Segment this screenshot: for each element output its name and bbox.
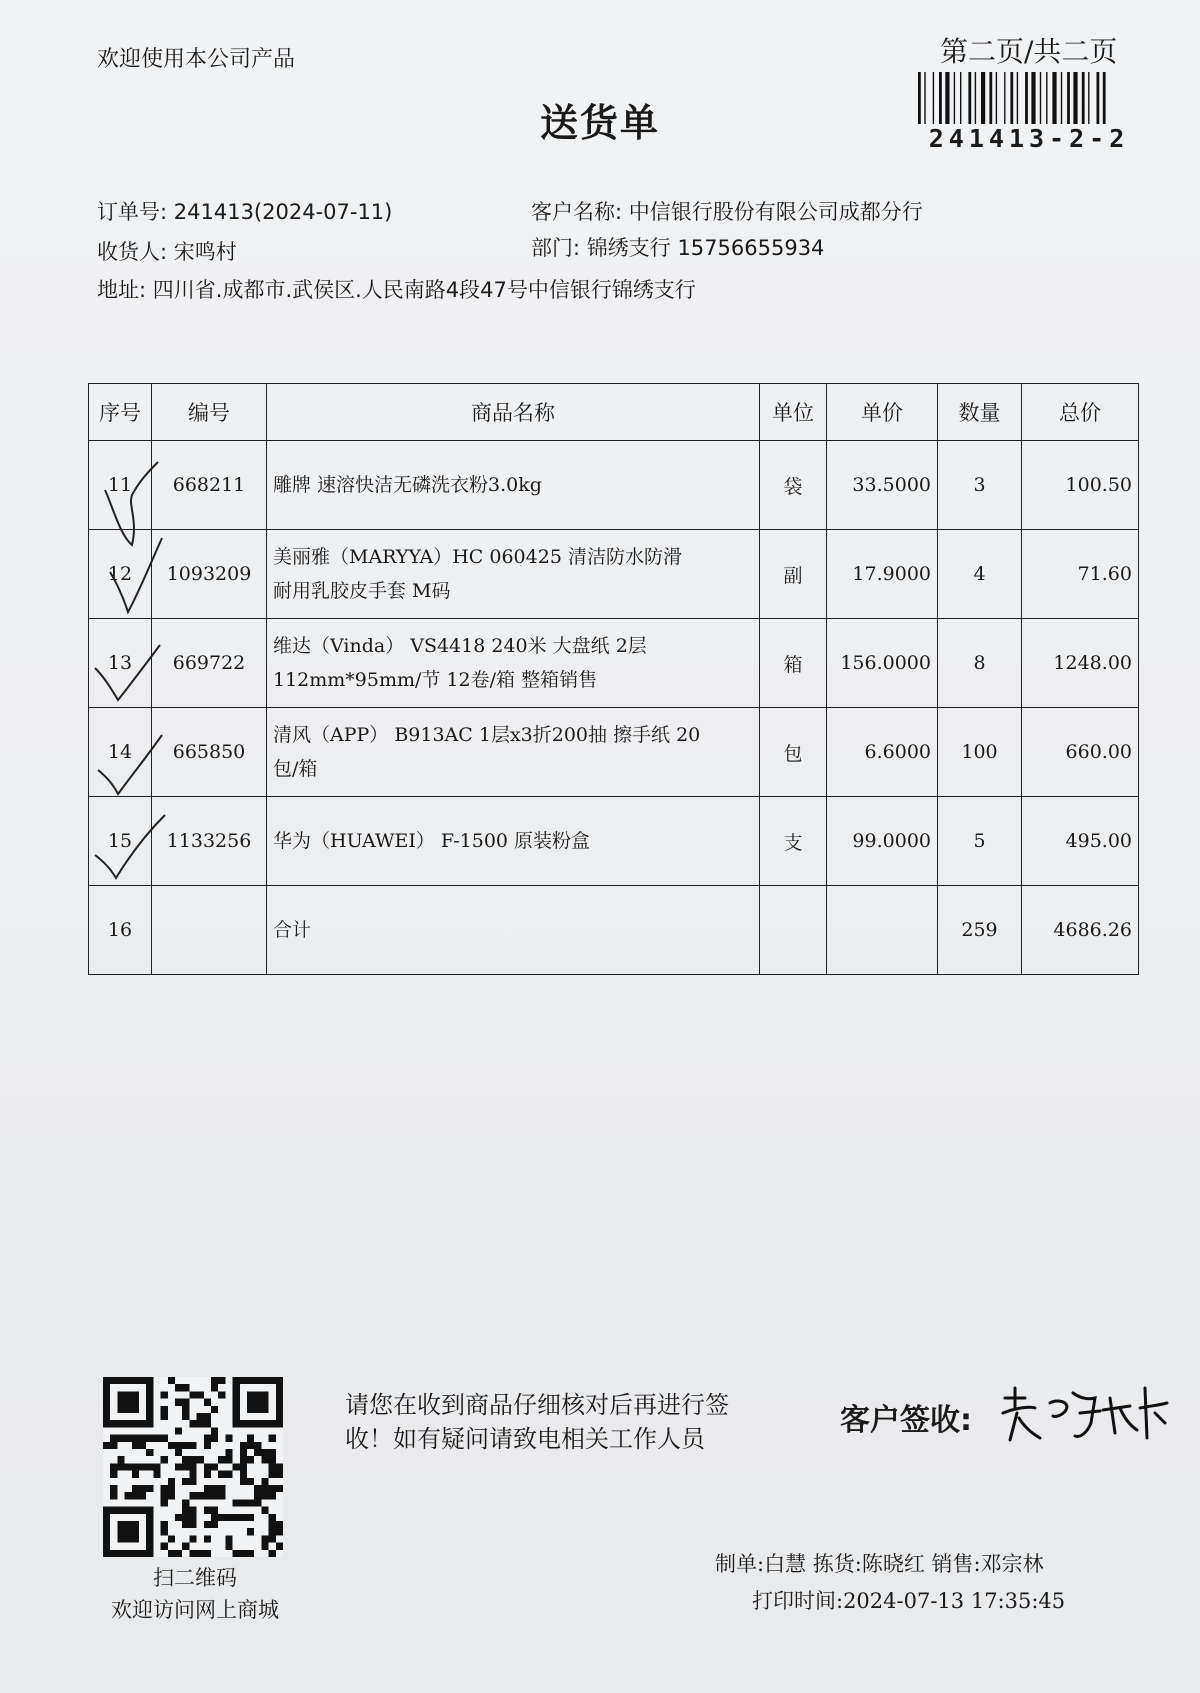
cell-qty: 8 xyxy=(938,619,1022,708)
cell-code: 668211 xyxy=(152,441,267,530)
order-number xyxy=(97,196,392,226)
cell-name xyxy=(267,797,760,886)
address xyxy=(97,274,696,304)
cell-total: 100.50 xyxy=(1022,441,1139,530)
address-label: 地址: xyxy=(97,278,147,302)
notice-text: 请您在收到商品仔细核对后再进行签收！如有疑问请致电相关工作人员 xyxy=(345,1391,729,1453)
cell-qty: 100 xyxy=(938,708,1022,797)
page-indicator: 第二页/共二页 xyxy=(940,35,1118,68)
order-value: 241413(2024-07-11) xyxy=(173,200,393,224)
cell-unit xyxy=(760,886,827,975)
cell-seq: 14 xyxy=(89,708,152,797)
header-unit: 单位 xyxy=(760,384,827,441)
receiver-value: 宋鸣村 xyxy=(173,240,237,264)
qr-caption-mall: 欢迎访问网上商城 xyxy=(111,1598,279,1622)
header-qty: 数量 xyxy=(938,384,1022,441)
cell-name xyxy=(267,530,760,619)
cell-seq: 13 xyxy=(89,619,152,708)
name-line: 112mm*95mm/节 12卷/箱 整箱销售 xyxy=(273,669,598,691)
table-row xyxy=(89,708,1139,797)
cell-unit: 包 xyxy=(760,708,827,797)
cell-seq: 15 xyxy=(89,797,152,886)
cell-seq: 12 xyxy=(89,530,152,619)
cell-code: 1093209 xyxy=(152,530,267,619)
cell-price: 33.5000 xyxy=(827,441,938,530)
cell-name xyxy=(267,708,760,797)
cell-unit: 袋 xyxy=(760,441,827,530)
cell-name xyxy=(267,441,760,530)
order-label: 订单号: xyxy=(97,200,168,224)
cell-code: 665850 xyxy=(152,708,267,797)
cell-price: 99.0000 xyxy=(827,797,938,886)
name-line: 清风（APP） B913AC 1层x3折200抽 擦手纸 20 xyxy=(273,724,701,746)
receiver xyxy=(97,236,237,266)
customer-name xyxy=(531,196,923,226)
name-line: 雕牌 速溶快洁无磷洗衣粉3.0kg xyxy=(273,474,542,496)
qr-caption: 扫二维码 xyxy=(153,1566,237,1590)
cell-price: 156.0000 xyxy=(827,619,938,708)
cell-qty: 5 xyxy=(938,797,1022,886)
dept-label: 部门: xyxy=(531,236,581,260)
cell-total: 4686.26 xyxy=(1022,886,1139,975)
page-title: 送货单 xyxy=(539,101,660,145)
header-price: 单价 xyxy=(827,384,938,441)
cell-name xyxy=(267,619,760,708)
cell-total: 71.60 xyxy=(1022,530,1139,619)
cell-total: 495.00 xyxy=(1022,797,1139,886)
cell-seq: 11 xyxy=(89,441,152,530)
table-row xyxy=(89,441,1139,530)
customer-signature xyxy=(995,1378,1175,1448)
barcode xyxy=(918,72,1140,124)
cell-unit: 支 xyxy=(760,797,827,886)
cell-code xyxy=(152,886,267,975)
name-line: 美丽雅（MARYYA）HC 060425 清洁防水防滑 xyxy=(273,546,682,568)
table-summary-row xyxy=(89,886,1139,975)
name-line: 耐用乳胶皮手套 M码 xyxy=(273,580,451,602)
cell-qty: 3 xyxy=(938,441,1022,530)
table-row xyxy=(89,619,1139,708)
cell-code: 669722 xyxy=(152,619,267,708)
cell-seq: 16 xyxy=(89,886,152,975)
address-value: 四川省.成都市.武侯区.人民南路4段47号中信银行锦绣支行 xyxy=(152,278,696,302)
cell-total: 660.00 xyxy=(1022,708,1139,797)
barcode-number: 241413-2-2 xyxy=(928,124,1130,153)
header-name: 商品名称 xyxy=(267,384,760,441)
customer-value: 中信银行股份有限公司成都分行 xyxy=(628,200,923,224)
customer-sign-label: 客户签收: xyxy=(840,1403,972,1438)
welcome-text: 欢迎使用本公司产品 xyxy=(97,47,296,72)
name-line: 华为（HUAWEI） F-1500 原装粉盒 xyxy=(273,830,591,852)
cell-qty: 259 xyxy=(938,886,1022,975)
cell-code: 1133256 xyxy=(152,797,267,886)
table-row xyxy=(89,797,1139,886)
goods-table xyxy=(88,383,1139,975)
cell-price: 6.6000 xyxy=(827,708,938,797)
cell-unit: 副 xyxy=(760,530,827,619)
cell-name: 合计 xyxy=(267,886,760,975)
name-line: 包/箱 xyxy=(273,758,318,780)
name-line: 维达（Vinda） VS4418 240米 大盘纸 2层 xyxy=(273,635,647,657)
header-code: 编号 xyxy=(152,384,267,441)
table-row xyxy=(89,530,1139,619)
qr-code[interactable] xyxy=(103,1377,283,1557)
header-total: 总价 xyxy=(1022,384,1139,441)
header-seq: 序号 xyxy=(89,384,152,441)
department xyxy=(531,232,824,262)
dept-value: 锦绣支行 15756655934 xyxy=(586,236,825,260)
cell-total: 1248.00 xyxy=(1022,619,1139,708)
receiver-label: 收货人: xyxy=(97,240,168,264)
cell-qty: 4 xyxy=(938,530,1022,619)
staff-info: 制单:白慧 拣货:陈晓红 销售:邓宗林 xyxy=(715,1552,1044,1576)
print-time: 打印时间:2024-07-13 17:35:45 xyxy=(752,1589,1066,1613)
customer-label: 客户名称: xyxy=(531,200,623,224)
cell-price: 17.9000 xyxy=(827,530,938,619)
cell-unit: 箱 xyxy=(760,619,827,708)
table-header-row xyxy=(89,384,1139,441)
cell-price xyxy=(827,886,938,975)
